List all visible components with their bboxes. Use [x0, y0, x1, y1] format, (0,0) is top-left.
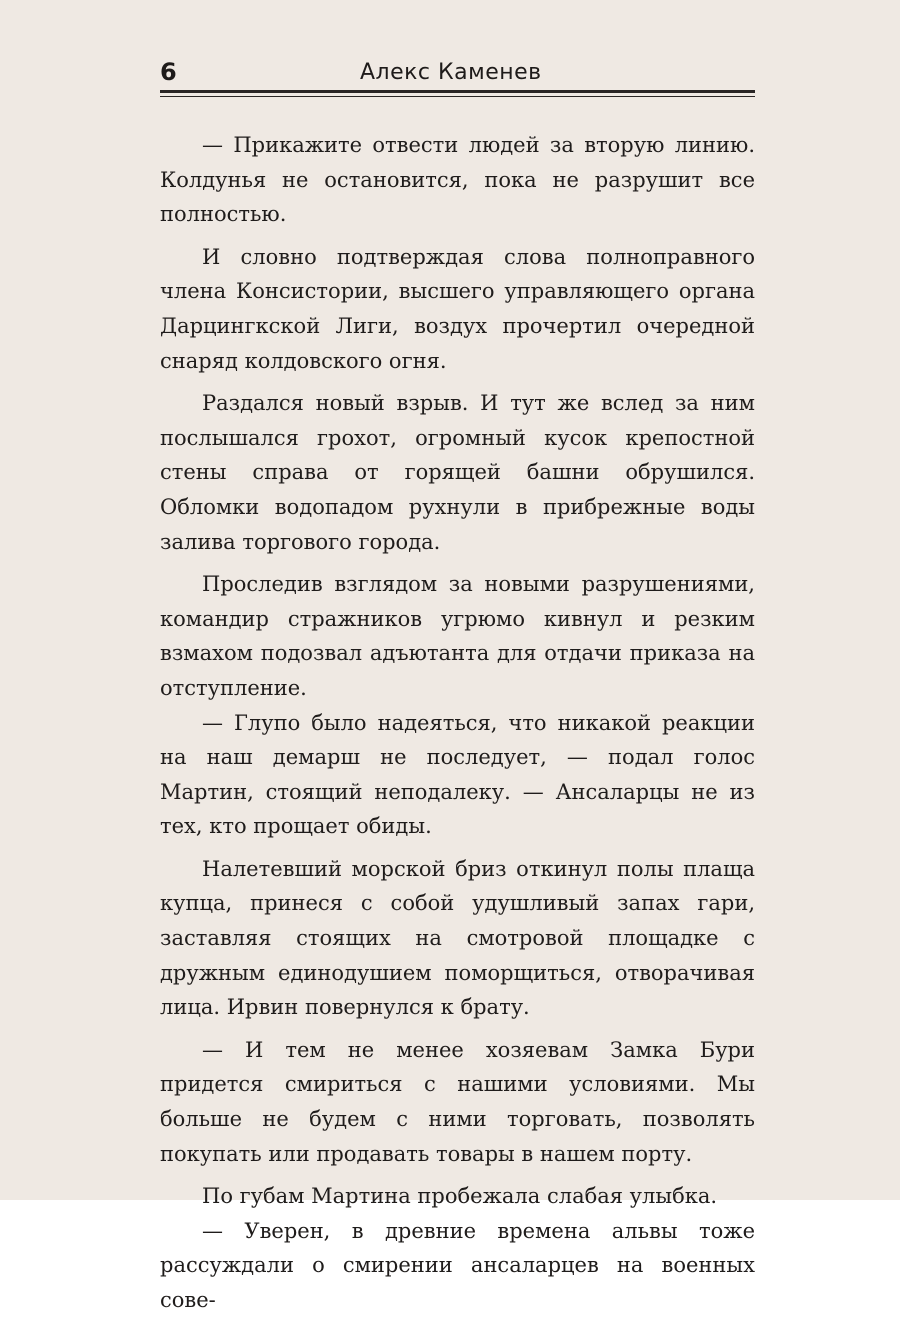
- body-text: [160, 128, 755, 1318]
- header-rule-thin: [160, 96, 755, 97]
- page-number: 6: [160, 58, 177, 86]
- running-head-author: Алекс Каменев: [360, 60, 542, 85]
- paragraph: — Прикажите отвести людей за вторую линию. Колдунья не остановится, пока не разрушит все полностью.: [160, 133, 755, 227]
- paragraph: Раздался новый взрыв. И тут же вслед за ним послышался грохот, огромный кусок крепостной стены справа от горящей башни обрушился. Обломки водопадом рухнули в прибрежные воды залива торгового города.: [160, 391, 755, 554]
- paragraph: — Глупо было надеяться, что никакой реакции на наш демарш не последует, — подал голос Мартин, стоящий неподалеку. — Ансаларцы не из тех, кто прощает обиды.: [160, 710, 755, 839]
- page-header: [160, 58, 755, 90]
- paragraph: — Уверен, в древние времена альвы тоже рассуждали о смирении ансаларцев на военных сове-: [160, 1218, 755, 1312]
- header-rule-thick: [160, 90, 755, 93]
- paragraph: И словно подтверждая слова полноправного члена Консистории, высшего управляющего органа Дарцингкской Лиги, воздух прочертил очередной снаряд колдовского огня.: [160, 244, 755, 373]
- paragraph: По губам Мартина пробежала слабая улыбка.: [202, 1184, 718, 1209]
- paragraph: — И тем не менее хозяевам Замка Бури придется смириться с нашими условиями. Мы больше не будем с ними торговать, позволять покупать или продавать товары в нашем порту.: [160, 1037, 755, 1166]
- paragraph: Проследив взглядом за новыми разрушениями, командир стражников угрюмо кивнул и резким взмахом подозвал адъютанта для отдачи приказа на отступление.: [160, 572, 755, 700]
- paragraph: Налетевший морской бриз откинул полы плаща купца, принеся с собой удушливый запах гари, заставляя стоящих на смотровой площадке с дружным единодушием поморщиться, отворачивая лица. Ирвин повернулся к брату.: [160, 856, 755, 1020]
